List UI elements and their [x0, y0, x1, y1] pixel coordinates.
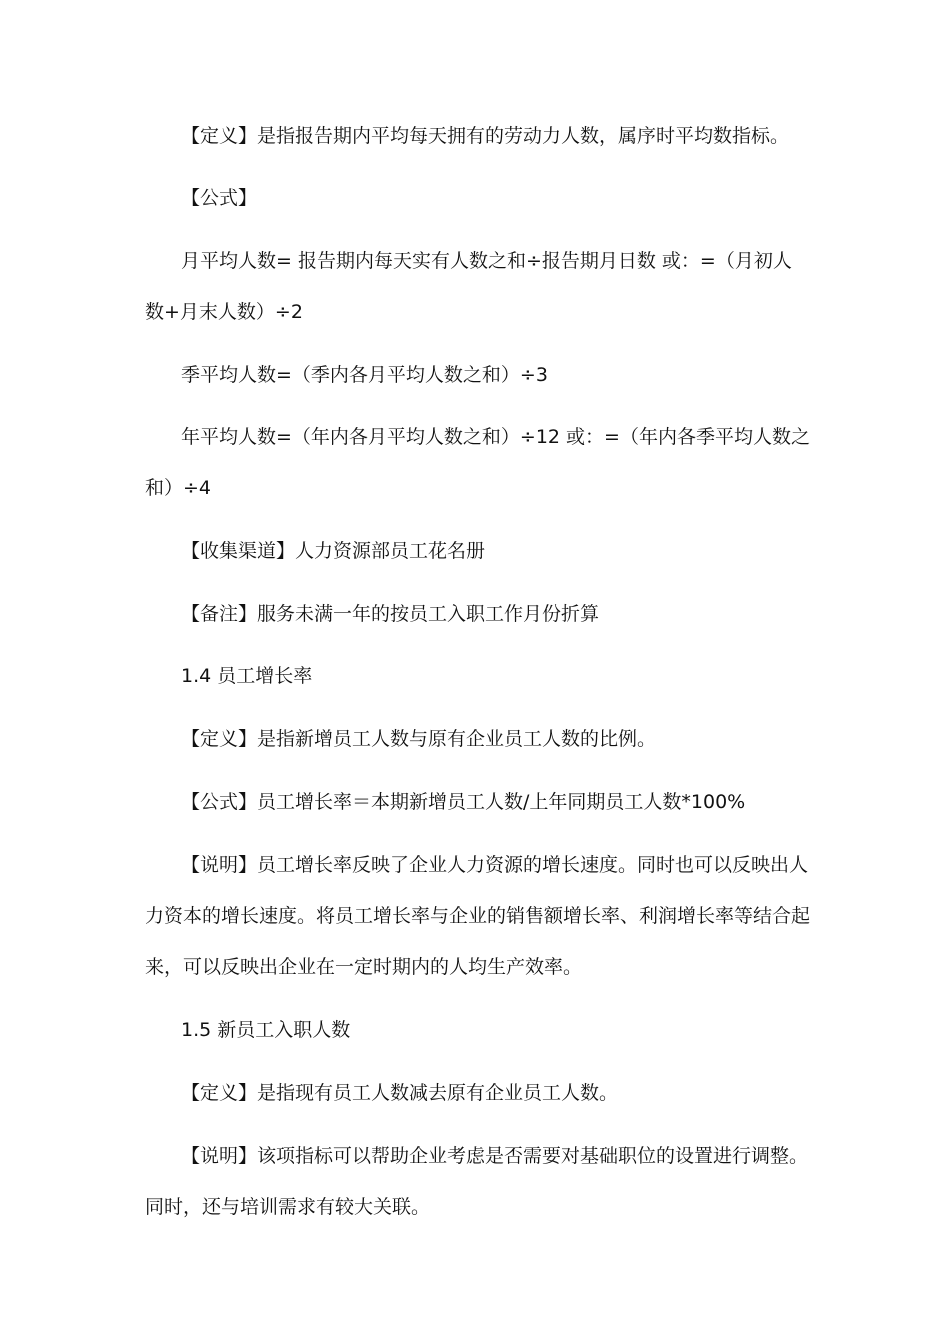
- explanation-paragraph-growth-rate: 【说明】员工增长率反映了企业人力资源的增长速度。同时也可以反映出人力资本的增长速度。将员工增长率与企业的销售额增长率、利润增长率等结合起来，可以反映出企业在一定时期内的人均生产效率。: [145, 854, 811, 978]
- formula-paragraph-growth-rate: 【公式】员工增长率＝本期新增员工人数/上年同期员工人数*100%: [181, 791, 746, 813]
- formula-heading: 【公式】: [181, 187, 258, 209]
- remark-paragraph: 【备注】服务未满一年的按员工入职工作月份折算: [181, 603, 600, 625]
- definition-paragraph-new-hires: 【定义】是指现有员工人数减去原有企业员工人数。: [181, 1082, 619, 1104]
- explanation-paragraph-new-hires: 【说明】该项指标可以帮助企业考虑是否需要对基础职位的设置进行调整。同时，还与培训需求有较大关联。: [145, 1145, 809, 1218]
- definition-paragraph-average-headcount: 【定义】是指报告期内平均每天拥有的劳动力人数，属序时平均数指标。: [181, 125, 790, 147]
- quarterly-average-formula: 季平均人数=（季内各月平均人数之和）÷3: [181, 364, 548, 386]
- collection-channel-paragraph: 【收集渠道】人力资源部员工花名册: [181, 540, 486, 562]
- monthly-average-formula: 月平均人数= 报告期内每天实有人数之和÷报告期月日数 或：=（月初人数+月末人数）÷2: [145, 250, 792, 323]
- definition-paragraph-growth-rate: 【定义】是指新增员工人数与原有企业员工人数的比例。: [181, 728, 657, 750]
- yearly-average-formula: 年平均人数=（年内各月平均人数之和）÷12 或：=（年内各季平均人数之和）÷4: [145, 426, 810, 499]
- section-heading-1-4: 1.4 员工增长率: [181, 665, 313, 687]
- section-heading-1-5: 1.5 新员工入职人数: [181, 1019, 351, 1041]
